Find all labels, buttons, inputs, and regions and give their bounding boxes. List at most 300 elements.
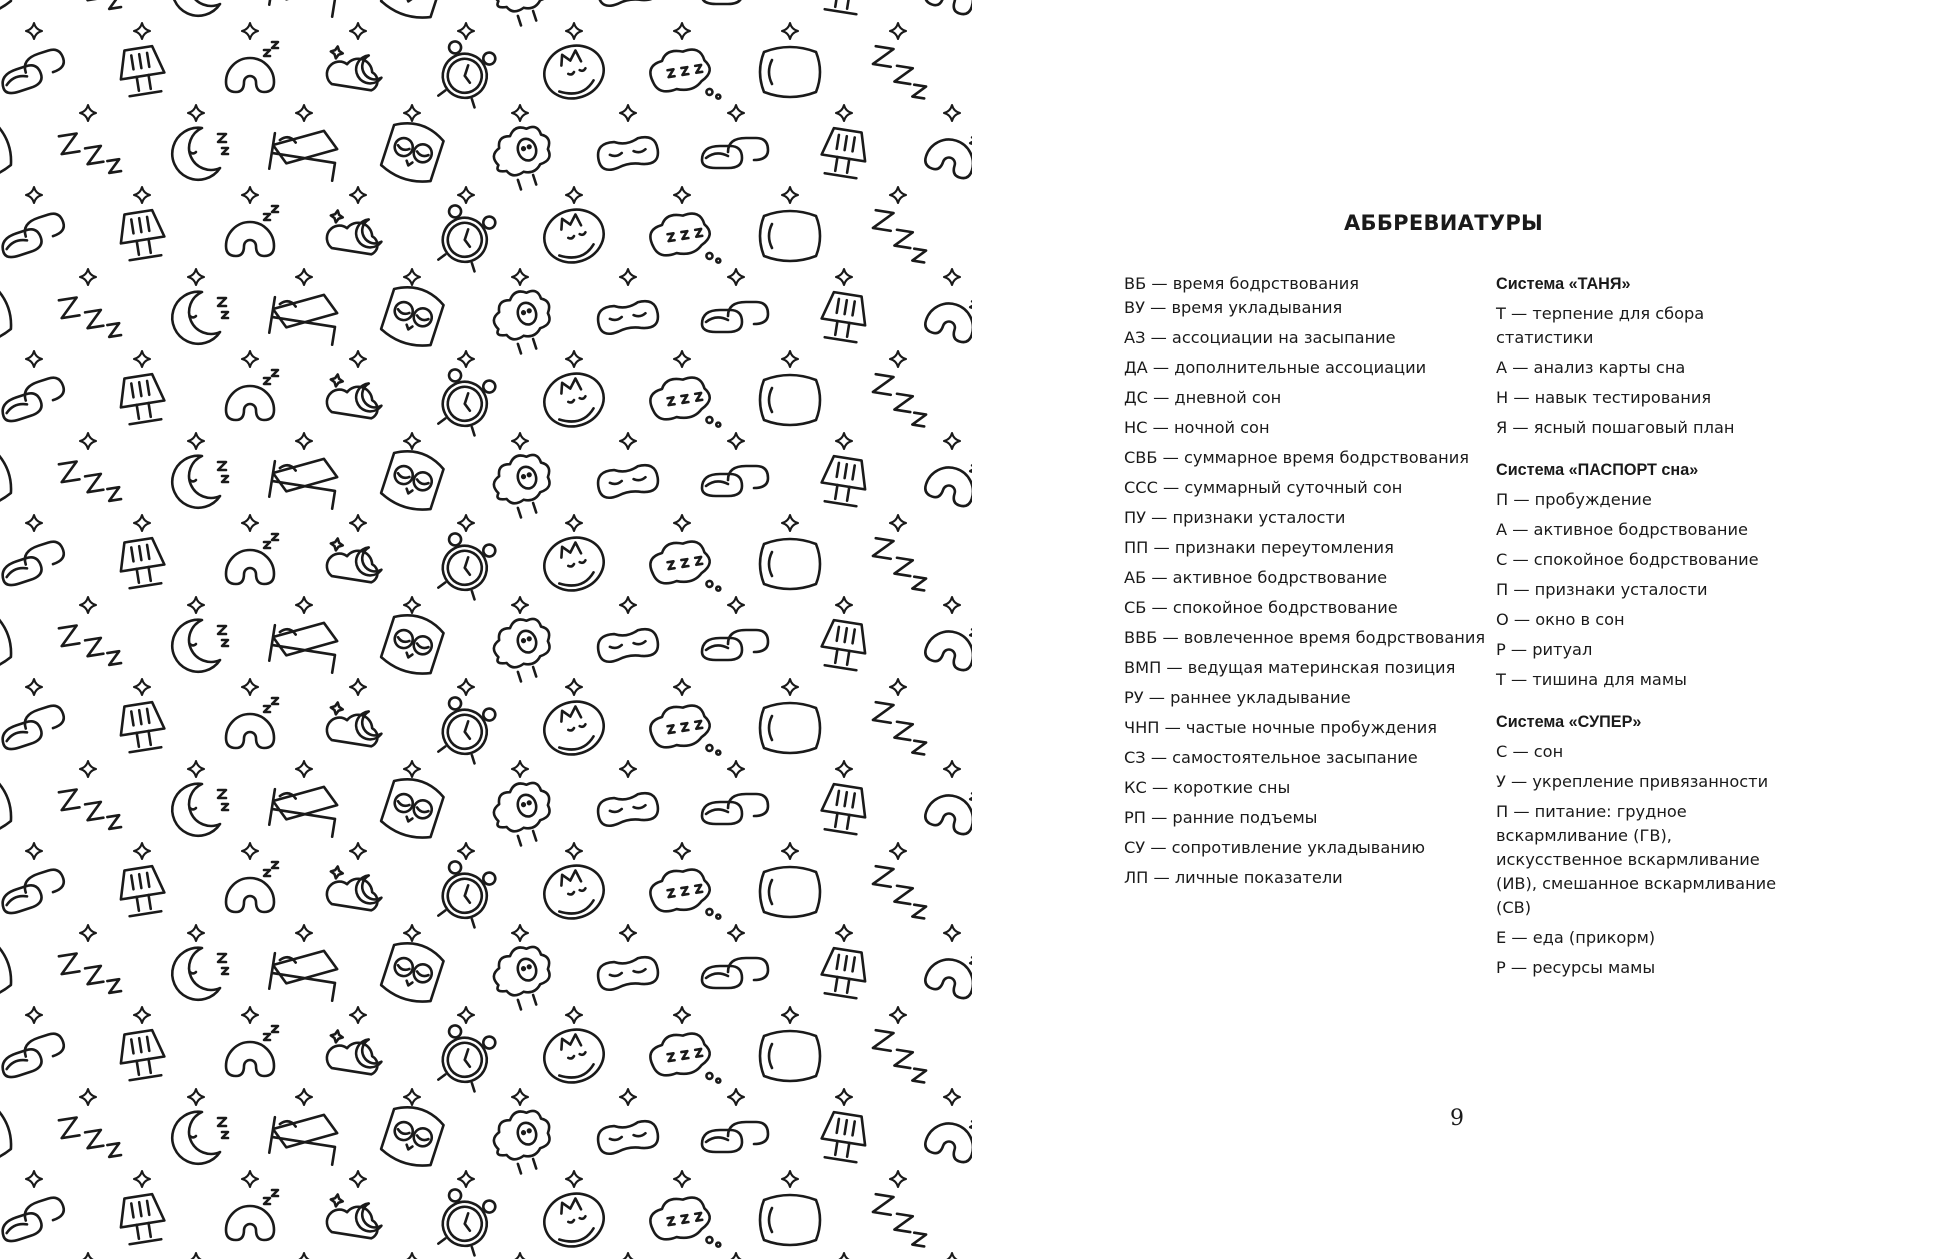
sleep-pattern-page <box>0 0 972 1259</box>
system-heading: Система «ПАСПОРТ сна» <box>1496 461 1699 479</box>
star-icon <box>836 433 852 449</box>
star-icon <box>26 679 42 695</box>
pillow-icon <box>0 777 16 843</box>
sheep-icon <box>487 284 560 358</box>
star-icon <box>944 1089 960 1105</box>
star-icon <box>944 433 960 449</box>
sleep-doodle-pattern <box>0 0 972 1259</box>
neck-pillow-icon <box>923 610 972 674</box>
abbreviation-item: РУ — раннее укладывание <box>1124 688 1351 707</box>
night-lamp-icon <box>819 783 870 835</box>
star-icon <box>404 433 420 449</box>
star-icon <box>512 105 528 121</box>
sheep-icon <box>487 940 560 1014</box>
slippers-icon <box>0 539 69 588</box>
star-icon <box>26 843 42 859</box>
star-icon <box>80 105 96 121</box>
neck-pillow-icon <box>226 1190 278 1240</box>
star-icon <box>242 515 258 531</box>
speech-cloud-zzz-icon <box>647 1029 720 1093</box>
pillow-icon <box>0 121 16 187</box>
star-icon <box>512 1253 528 1259</box>
owl-icon <box>379 1101 446 1170</box>
neck-pillow-icon <box>923 282 972 346</box>
abbreviation-item: СЗ — самостоятельное засыпание <box>1124 748 1418 767</box>
star-icon <box>944 105 960 121</box>
zzz-icon <box>869 1030 931 1082</box>
star-icon <box>458 1171 474 1187</box>
star-icon <box>242 1007 258 1023</box>
neck-pillow-icon <box>923 1102 972 1166</box>
crescent-moon-icon <box>172 128 228 180</box>
star-icon <box>674 1007 690 1023</box>
neck-pillow-icon <box>226 698 278 748</box>
star-icon <box>134 1171 150 1187</box>
star-icon <box>296 1089 312 1105</box>
star-icon <box>458 187 474 203</box>
moon-cloud-icon <box>325 1029 385 1075</box>
star-icon <box>890 1171 906 1187</box>
sleep-mask-icon <box>596 0 659 7</box>
owl-icon <box>379 0 446 23</box>
star-icon <box>728 433 744 449</box>
sleep-mask-icon <box>596 463 659 499</box>
alarm-clock-icon <box>434 860 497 929</box>
star-icon <box>134 515 150 531</box>
speech-cloud-zzz-icon <box>647 209 720 273</box>
sleep-mask-icon <box>596 955 659 991</box>
abbreviation-item: ССС — суммарный суточный сон <box>1124 478 1403 497</box>
night-lamp-icon <box>117 45 168 97</box>
star-icon <box>188 597 204 613</box>
star-icon <box>458 23 474 39</box>
system-item: Р — ритуал <box>1496 640 1593 659</box>
system-item: П — питание: грудное вскармливание (ГВ), искусственное вскармливание (ИВ), смешанное вскармливание (СВ) <box>1496 802 1777 917</box>
abbreviation-item: СВБ — суммарное время бодрствования <box>1124 448 1469 467</box>
star-icon <box>836 925 852 941</box>
speech-cloud-zzz-icon <box>647 865 720 929</box>
star-icon <box>566 843 582 859</box>
star-icon <box>512 1089 528 1105</box>
abbreviation-item: ЧНП — частые ночные пробуждения <box>1124 718 1438 737</box>
system-item: С — сон <box>1496 742 1564 761</box>
star-icon <box>26 1171 42 1187</box>
neck-pillow-icon <box>226 534 278 584</box>
star-icon <box>404 105 420 121</box>
zzz-icon <box>59 128 121 180</box>
star-icon <box>890 351 906 367</box>
star-icon <box>566 351 582 367</box>
pillow-icon <box>0 285 16 351</box>
star-icon <box>350 679 366 695</box>
star-icon <box>944 761 960 777</box>
system-item: А — анализ карты сна <box>1496 358 1686 377</box>
slippers-icon <box>702 138 768 168</box>
abbreviation-item: ПУ — признаки усталости <box>1124 508 1346 527</box>
star-icon <box>404 269 420 285</box>
owl-icon <box>379 281 446 350</box>
night-lamp-icon <box>819 127 870 179</box>
neck-pillow-icon <box>226 42 278 92</box>
star-icon <box>620 597 636 613</box>
neck-pillow-icon <box>923 774 972 838</box>
pillow-icon <box>760 211 820 261</box>
star-icon <box>674 679 690 695</box>
star-icon <box>566 679 582 695</box>
sleep-mask-icon <box>596 135 659 171</box>
system-heading: Система «ТАНЯ» <box>1496 275 1631 293</box>
page-number: 9 <box>1450 1106 1464 1131</box>
moon-cloud-icon <box>325 865 385 911</box>
system-item: П — пробуждение <box>1496 490 1652 509</box>
abbreviation-item: КС — короткие сны <box>1124 778 1291 797</box>
star-icon <box>458 843 474 859</box>
star-icon <box>242 351 258 367</box>
pillow-icon <box>760 1195 820 1245</box>
star-icon <box>620 761 636 777</box>
pillow-icon <box>760 47 820 97</box>
star-icon <box>728 1253 744 1259</box>
sleeping-cat-icon <box>537 38 610 106</box>
abbreviation-item: АЗ — ассоциации на засыпание <box>1124 328 1396 347</box>
star-icon <box>674 515 690 531</box>
bed-icon <box>269 451 340 508</box>
sheep-icon <box>487 0 560 30</box>
night-lamp-icon <box>117 701 168 753</box>
star-icon <box>134 843 150 859</box>
slippers-icon <box>0 1195 69 1244</box>
sheep-icon <box>487 120 560 194</box>
speech-cloud-zzz-icon <box>647 373 720 437</box>
night-lamp-icon <box>117 1029 168 1081</box>
star-icon <box>242 1171 258 1187</box>
system-item: Н — навык тестирования <box>1496 388 1712 407</box>
sleep-mask-icon <box>596 627 659 663</box>
star-icon <box>782 1007 798 1023</box>
slippers-icon <box>0 211 69 260</box>
star-icon <box>890 679 906 695</box>
abbreviation-item: РП — ранние подъемы <box>1124 808 1318 827</box>
bed-icon <box>269 615 340 672</box>
star-icon <box>836 269 852 285</box>
star-icon <box>566 187 582 203</box>
system-item: Я — ясный пошаговый план <box>1496 418 1735 437</box>
neck-pillow-icon <box>923 118 972 182</box>
owl-icon <box>379 609 446 678</box>
star-icon <box>890 1007 906 1023</box>
star-icon <box>782 23 798 39</box>
bed-icon <box>269 943 340 1000</box>
system-item: Р — ресурсы мамы <box>1496 958 1656 977</box>
zzz-icon <box>869 46 931 98</box>
star-icon <box>26 23 42 39</box>
zzz-icon <box>59 292 121 344</box>
star-icon <box>188 1089 204 1105</box>
zzz-icon <box>869 210 931 262</box>
abbreviation-item: СБ — спокойное бодрствование <box>1124 598 1398 617</box>
night-lamp-icon <box>117 209 168 261</box>
star-icon <box>188 433 204 449</box>
system-item: С — спокойное бодрствование <box>1496 550 1759 569</box>
zzz-icon <box>59 620 121 672</box>
pillow-icon <box>760 1031 820 1081</box>
abbreviation-item: АБ — активное бодрствование <box>1124 568 1388 587</box>
sheep-icon <box>487 448 560 522</box>
crescent-moon-icon <box>172 948 228 1000</box>
star-icon <box>26 515 42 531</box>
star-icon <box>890 23 906 39</box>
star-icon <box>404 597 420 613</box>
star-icon <box>782 843 798 859</box>
star-icon <box>188 1253 204 1259</box>
star-icon <box>782 1171 798 1187</box>
star-icon <box>944 925 960 941</box>
night-lamp-icon <box>819 619 870 671</box>
star-icon <box>26 1007 42 1023</box>
star-icon <box>674 1171 690 1187</box>
system-item: Е — еда (прикорм) <box>1496 928 1656 947</box>
crescent-moon-icon <box>172 292 228 344</box>
pillow-icon <box>760 867 820 917</box>
crescent-moon-icon <box>172 0 228 16</box>
sleep-mask-icon <box>596 299 659 335</box>
pillow-icon <box>0 0 16 23</box>
pillow-icon <box>0 449 16 515</box>
star-icon <box>890 187 906 203</box>
star-icon <box>296 761 312 777</box>
star-icon <box>242 23 258 39</box>
star-icon <box>134 187 150 203</box>
alarm-clock-icon <box>434 696 497 765</box>
star-icon <box>80 925 96 941</box>
zzz-icon <box>59 784 121 836</box>
zzz-icon <box>59 456 121 508</box>
night-lamp-icon <box>819 1111 870 1163</box>
star-icon <box>350 23 366 39</box>
night-lamp-icon <box>117 865 168 917</box>
abbreviation-list <box>1124 272 1494 896</box>
zzz-icon <box>869 866 931 918</box>
slippers-icon <box>702 1122 768 1152</box>
star-icon <box>242 843 258 859</box>
slippers-icon <box>702 794 768 824</box>
star-icon <box>728 597 744 613</box>
neck-pillow-icon <box>923 446 972 510</box>
zzz-icon <box>59 1112 121 1164</box>
systems-list <box>1496 272 1796 986</box>
alarm-clock-icon <box>434 40 497 109</box>
slippers-icon <box>702 302 768 332</box>
abbreviation-item: ДС — дневной сон <box>1124 388 1282 407</box>
star-icon <box>80 1089 96 1105</box>
system-heading: Система «СУПЕР» <box>1496 713 1642 731</box>
star-icon <box>404 761 420 777</box>
star-icon <box>80 433 96 449</box>
star-icon <box>620 269 636 285</box>
neck-pillow-icon <box>226 206 278 256</box>
star-icon <box>512 925 528 941</box>
slippers-icon <box>702 958 768 988</box>
star-icon <box>458 515 474 531</box>
star-icon <box>134 1007 150 1023</box>
star-icon <box>188 925 204 941</box>
star-icon <box>728 105 744 121</box>
star-icon <box>836 761 852 777</box>
slippers-icon <box>702 466 768 496</box>
slippers-icon <box>0 1031 69 1080</box>
night-lamp-icon <box>117 1193 168 1245</box>
abbreviation-item: ПП — признаки переутомления <box>1124 538 1394 557</box>
neck-pillow-icon <box>226 1026 278 1076</box>
sleeping-cat-icon <box>537 366 610 434</box>
star-icon <box>80 761 96 777</box>
sleeping-cat-icon <box>537 1186 610 1254</box>
speech-cloud-zzz-icon <box>647 1193 720 1257</box>
star-icon <box>296 1253 312 1259</box>
abbreviation-item: ВВБ — вовлеченное время бодрствования <box>1124 628 1486 647</box>
page-title: АББРЕВИАТУРЫ <box>1344 211 1544 235</box>
star-icon <box>404 1089 420 1105</box>
moon-cloud-icon <box>325 45 385 91</box>
star-icon <box>836 1253 852 1259</box>
star-icon <box>404 1253 420 1259</box>
star-icon <box>620 433 636 449</box>
star-icon <box>944 1253 960 1259</box>
system-item: Т — тишина для мамы <box>1496 670 1687 689</box>
moon-cloud-icon <box>325 537 385 583</box>
abbreviation-item: ВМП — ведущая материнская позиция <box>1124 658 1456 677</box>
night-lamp-icon <box>819 291 870 343</box>
neck-pillow-icon <box>923 0 972 18</box>
star-icon <box>80 597 96 613</box>
star-icon <box>728 925 744 941</box>
speech-cloud-zzz-icon <box>647 537 720 601</box>
star-icon <box>674 23 690 39</box>
zzz-icon <box>869 538 931 590</box>
star-icon <box>566 23 582 39</box>
star-icon <box>458 679 474 695</box>
sleeping-cat-icon <box>537 694 610 762</box>
sleeping-cat-icon <box>537 1022 610 1090</box>
star-icon <box>782 187 798 203</box>
slippers-icon <box>0 375 69 424</box>
star-icon <box>134 23 150 39</box>
sheep-icon <box>487 612 560 686</box>
abbreviation-item: СУ — сопротивление укладыванию <box>1124 838 1426 857</box>
star-icon <box>674 351 690 367</box>
sheep-icon <box>487 776 560 850</box>
star-icon <box>350 843 366 859</box>
night-lamp-icon <box>117 537 168 589</box>
system-item: О — окно в сон <box>1496 610 1625 629</box>
star-icon <box>728 269 744 285</box>
zzz-icon <box>869 702 931 754</box>
neck-pillow-icon <box>226 862 278 912</box>
moon-cloud-icon <box>325 373 385 419</box>
star-icon <box>728 1089 744 1105</box>
abbreviation-item: ДА — дополнительные ассоциации <box>1124 358 1427 377</box>
night-lamp-icon <box>819 0 870 15</box>
owl-icon <box>379 937 446 1006</box>
star-icon <box>242 187 258 203</box>
star-icon <box>620 925 636 941</box>
pillow-icon <box>0 613 16 679</box>
star-icon <box>620 1089 636 1105</box>
alarm-clock-icon <box>434 1024 497 1093</box>
slippers-icon <box>702 630 768 660</box>
alarm-clock-icon <box>434 1188 497 1257</box>
star-icon <box>620 105 636 121</box>
star-icon <box>296 433 312 449</box>
star-icon <box>188 105 204 121</box>
moon-cloud-icon <box>325 1193 385 1239</box>
night-lamp-icon <box>819 455 870 507</box>
neck-pillow-icon <box>923 938 972 1002</box>
star-icon <box>620 1253 636 1259</box>
zzz-icon <box>59 0 121 16</box>
star-icon <box>836 105 852 121</box>
star-icon <box>458 1007 474 1023</box>
owl-icon <box>379 445 446 514</box>
star-icon <box>566 1171 582 1187</box>
sleep-mask-icon <box>596 791 659 827</box>
star-icon <box>890 515 906 531</box>
slippers-icon <box>702 0 768 4</box>
star-icon <box>674 843 690 859</box>
star-icon <box>296 269 312 285</box>
star-icon <box>350 1007 366 1023</box>
star-icon <box>566 515 582 531</box>
star-icon <box>728 761 744 777</box>
abbreviation-item: ВУ — время укладывания <box>1124 298 1343 317</box>
slippers-icon <box>0 703 69 752</box>
star-icon <box>782 351 798 367</box>
speech-cloud-zzz-icon <box>647 45 720 109</box>
star-icon <box>512 433 528 449</box>
star-icon <box>134 351 150 367</box>
star-icon <box>566 1007 582 1023</box>
bed-icon <box>269 1107 340 1164</box>
star-icon <box>836 597 852 613</box>
system-item: У — укрепление привязанности <box>1496 772 1769 791</box>
abbreviation-item: НС — ночной сон <box>1124 418 1270 437</box>
star-icon <box>350 515 366 531</box>
bed-icon <box>269 287 340 344</box>
abbreviations-page <box>972 0 1946 1259</box>
star-icon <box>26 187 42 203</box>
moon-cloud-icon <box>325 209 385 255</box>
star-icon <box>296 925 312 941</box>
star-icon <box>404 925 420 941</box>
bed-icon <box>269 779 340 836</box>
star-icon <box>782 679 798 695</box>
star-icon <box>674 187 690 203</box>
owl-icon <box>379 117 446 186</box>
crescent-moon-icon <box>172 1112 228 1164</box>
system-item: А — активное бодрствование <box>1496 520 1748 539</box>
crescent-moon-icon <box>172 620 228 672</box>
sleeping-cat-icon <box>537 530 610 598</box>
slippers-icon <box>0 867 69 916</box>
pillow-icon <box>0 941 16 1007</box>
system-item: П — признаки усталости <box>1496 580 1708 599</box>
zzz-icon <box>869 374 931 426</box>
star-icon <box>944 269 960 285</box>
star-icon <box>890 843 906 859</box>
star-icon <box>296 105 312 121</box>
system-item: Т — терпение для сбора статистики <box>1496 304 1705 347</box>
star-icon <box>512 761 528 777</box>
